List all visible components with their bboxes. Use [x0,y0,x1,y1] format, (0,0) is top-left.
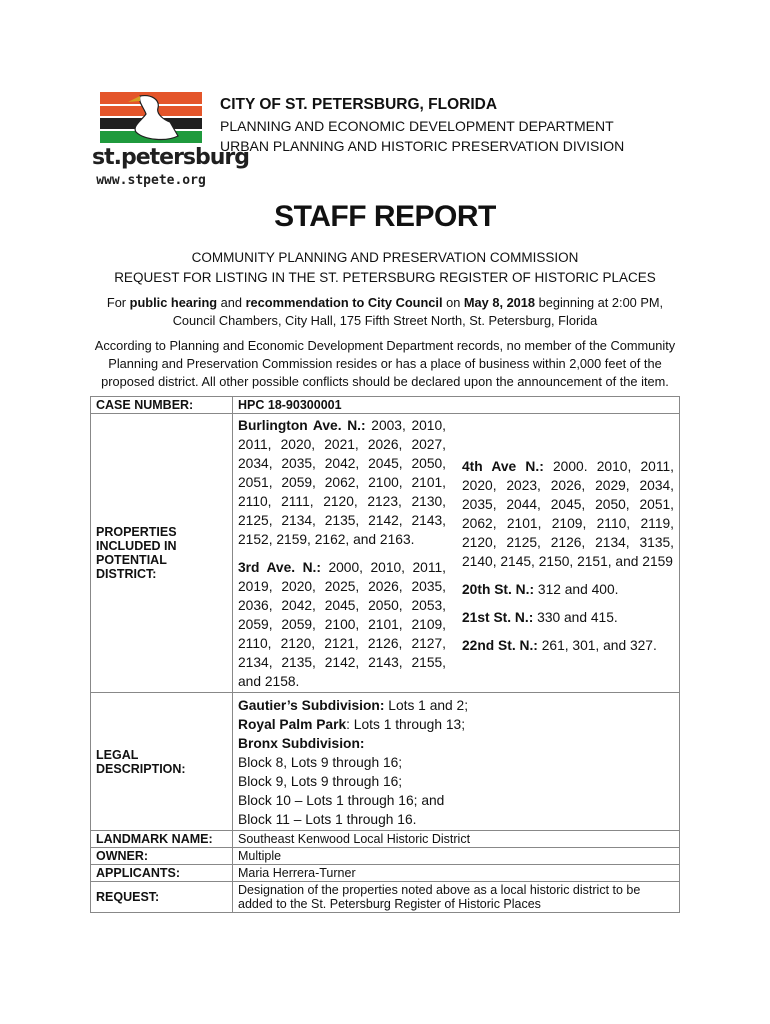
hearing-notice: For public hearing and recommendation to City Council on May 8, 2018 beginning at 2:00 PM, Council Chambers, City Hall, 175 Fifth Street North, St. Petersburg, Florida [106,295,664,328]
division-name: URBAN PLANNING AND HISTORIC PRESERVATION DIVISION [220,138,625,154]
owner-label: OWNER: [91,848,233,865]
twentysecond-st-list: 22nd St. N.: 261, 301, and 327. [462,638,657,653]
legal-description-label: LEGAL DESCRIPTION: [91,693,233,831]
commission-name: COMMUNITY PLANNING AND PRESERVATION COMMISSION [191,250,579,265]
applicants-label: APPLICANTS: [91,865,233,882]
landmark-name-label: LANDMARK NAME: [91,831,233,848]
properties-left-column [238,416,446,691]
logo-wordmark: st.petersburg [92,145,250,170]
twentyfirst-st-list: 21st St. N.: 330 and 415. [462,610,618,625]
case-number-label: CASE NUMBER: [91,397,233,414]
properties-value [233,414,680,693]
conflict-statement: According to Planning and Economic Development Department records, no member of the Community Planning and Preservation Commission resides or has a place of business within 2,000 feet of the proposed district. All other possible conflicts should be declared upon the announcement of the item. [94,338,676,389]
landmark-name-value: Southeast Kenwood Local Historic District [233,831,680,848]
properties-row [91,414,680,693]
landmark-name-row [91,831,680,848]
applicants-value: Maria Herrera-Turner [233,865,680,882]
case-number-value: HPC 18-90300001 [233,397,680,414]
owner-row [91,848,680,865]
applicants-row [91,865,680,882]
request-label: REQUEST: [91,882,233,913]
department-name: PLANNING AND ECONOMIC DEVELOPMENT DEPARTMENT [220,118,614,134]
request-value: Designation of the properties noted above as a local historic district to be added to the St. Petersburg Register of Historic Places [233,882,680,913]
properties-label: PROPERTIES INCLUDED IN POTENTIAL DISTRICT: [91,414,233,693]
city-title: CITY OF ST. PETERSBURG, FLORIDA [220,96,498,113]
request-row [91,882,680,913]
request-heading: REQUEST FOR LISTING IN THE ST. PETERSBURG REGISTER OF HISTORIC PLACES [114,270,656,285]
case-info-table [90,396,680,913]
properties-right-column [462,416,674,691]
city-logo [92,92,250,192]
legal-description-row [91,693,680,831]
burlington-ave-list: Burlington Ave. N.: 2003, 2010, 2011, 2020, 2021, 2026, 2027, 2034, 2035, 2042, 2045, 2050, 2051, 2059, 2062, 2100, 2101, 2110, 2111, 2120, 2123, 2130, 2125, 2134, 2135, 2142, 2143, 2152, 2159, 2162, and 2163. [238,418,446,547]
case-number-row [91,397,680,414]
twentieth-st-list: 20th St. N.: 312 and 400. [462,582,619,597]
logo-url: www.stpete.org [96,173,206,188]
third-ave-list: 3rd Ave. N.: 2000, 2010, 2011, 2019, 2020, 2025, 2026, 2035, 2036, 2042, 2045, 2050, 2053, 2059, 2059, 2100, 2101, 2109, 2110, 2120, 2121, 2126, 2127, 2134, 2135, 2142, 2143, 2155, and 2158. [238,560,446,689]
pelican-logo-icon [100,92,202,144]
legal-description-value: Gautier’s Subdivision: Lots 1 and 2; Royal Palm Park: Lots 1 through 13; Bronx Subdivision: Block 8, Lots 9 through 16; Block 9, Lots 9 through 16; Block 10 – Lots 1 through 16; and Block 11 – Lots 1 through 16. [233,693,680,831]
report-title: STAFF REPORT [274,200,496,233]
owner-value: Multiple [233,848,680,865]
fourth-ave-list: 4th Ave N.: 2000. 2010, 2011, 2020, 2023, 2026, 2029, 2034, 2035, 2044, 2045, 2050, 2051, 2062, 2101, 2109, 2110, 2119, 2120, 2125, 2126, 2134, 3135, 2140, 2145, 2150, 2151, and 2159 [462,459,674,569]
